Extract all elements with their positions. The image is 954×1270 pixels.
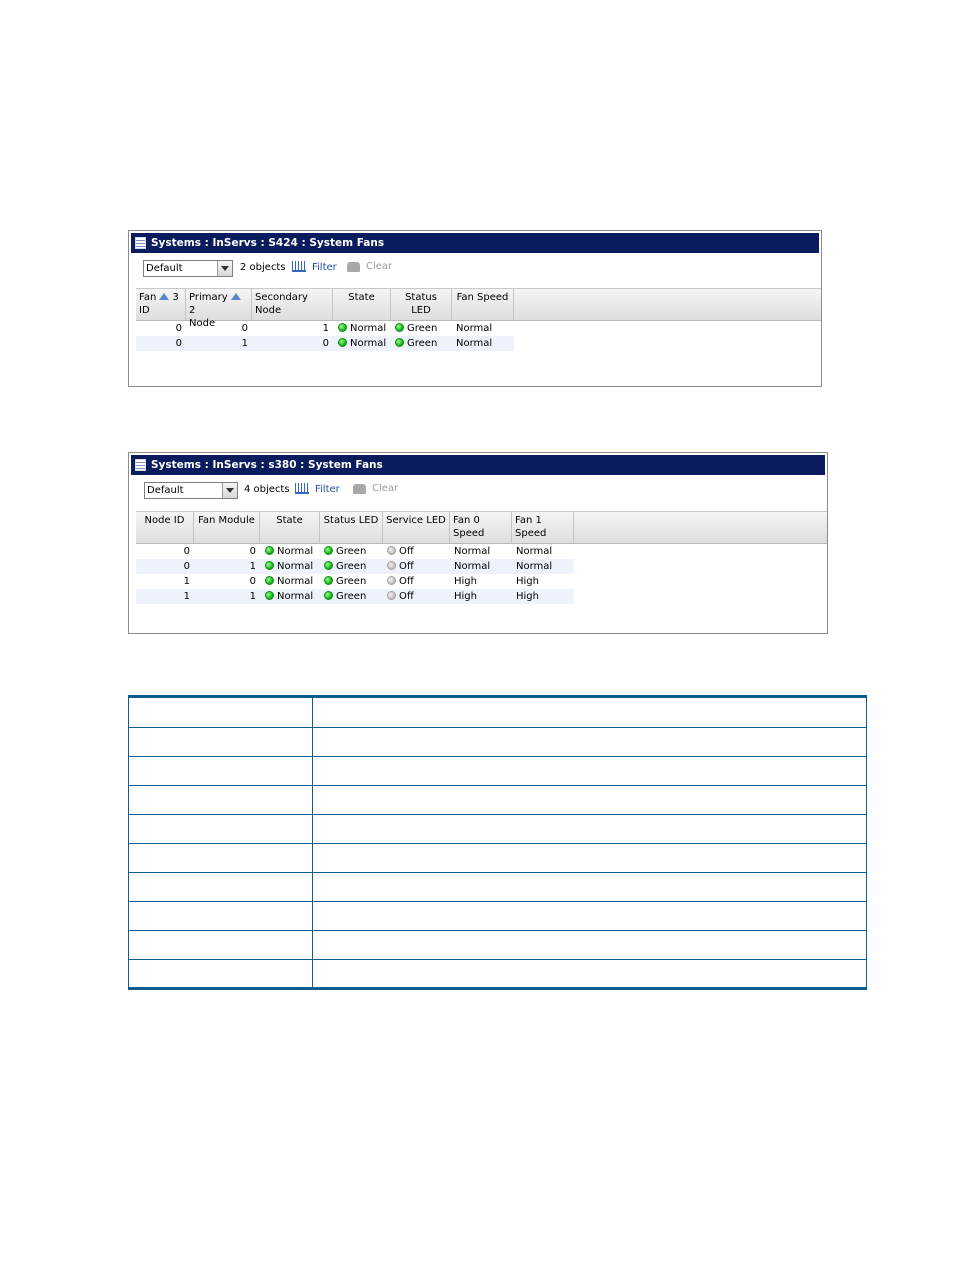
toolbar xyxy=(129,475,827,509)
cell-fan1-speed: Normal xyxy=(516,561,553,572)
cell-service-led: Off xyxy=(387,560,445,574)
chevron-down-icon[interactable] xyxy=(222,483,237,498)
filter-icon xyxy=(292,261,306,273)
cell-fan1-speed: Normal xyxy=(516,546,553,557)
table-row xyxy=(129,728,867,757)
table-row xyxy=(129,844,867,873)
clear-label: Clear xyxy=(372,483,399,494)
green-status-dot-icon xyxy=(395,323,404,332)
table-header-row xyxy=(129,697,867,728)
cell-fan-id: 0 xyxy=(175,323,182,334)
view-select-value: Default xyxy=(147,485,184,496)
cell-fan-module: 1 xyxy=(249,591,256,602)
window-list-icon xyxy=(135,459,146,471)
cell-primary-node: 1 xyxy=(241,338,248,349)
object-count: 2 objects xyxy=(240,262,286,273)
panel-title: Systems : InServs : s380 : System Fans xyxy=(151,459,383,471)
cell-secondary-node: 1 xyxy=(322,323,329,334)
cell-node-id: 1 xyxy=(183,591,190,602)
column-header-service-led[interactable]: Service LED xyxy=(383,512,450,543)
column-header-status-led[interactable]: Status LED xyxy=(320,512,383,543)
cell-status-led: Green xyxy=(324,545,382,559)
cell-service-led: Off xyxy=(387,590,445,604)
cell-fan-module: 0 xyxy=(249,576,256,587)
cell-status-led: Green xyxy=(324,575,382,589)
cell-state: Normal xyxy=(265,590,323,604)
green-status-dot-icon xyxy=(338,323,347,332)
column-header-secondary-node[interactable]: Secondary Node xyxy=(252,289,333,320)
cell-service-led: Off xyxy=(387,575,445,589)
cell-status-led: Green xyxy=(395,322,453,336)
grid-header xyxy=(136,512,827,544)
cell-fan-id: 0 xyxy=(175,338,182,349)
fans-grid xyxy=(136,511,827,634)
table-row xyxy=(129,931,867,960)
eraser-icon xyxy=(347,262,360,272)
filter-button[interactable] xyxy=(295,483,340,495)
fans-grid xyxy=(136,288,821,387)
cell-primary-node: 0 xyxy=(241,323,248,334)
green-status-dot-icon xyxy=(324,576,333,585)
sort-ascending-icon xyxy=(231,293,241,300)
cell-secondary-node: 0 xyxy=(322,338,329,349)
green-status-dot-icon xyxy=(338,338,347,347)
cell-service-led: Off xyxy=(387,545,445,559)
table-row[interactable] xyxy=(136,336,821,351)
gray-status-dot-icon xyxy=(387,561,396,570)
green-status-dot-icon xyxy=(324,546,333,555)
table-row[interactable] xyxy=(136,544,827,559)
green-status-dot-icon xyxy=(265,591,274,600)
panel-title: Systems : InServs : S424 : System Fans xyxy=(151,237,385,249)
cell-fan1-speed: High xyxy=(516,576,539,587)
view-select[interactable] xyxy=(143,260,233,277)
window-list-icon xyxy=(135,237,146,249)
gray-status-dot-icon xyxy=(387,591,396,600)
filter-label: Filter xyxy=(312,261,337,273)
toolbar xyxy=(129,253,821,287)
column-header-fan-id[interactable]: Fan 3 ID xyxy=(136,289,186,320)
table-row[interactable] xyxy=(136,574,827,589)
panel-title-bar xyxy=(131,233,819,253)
cell-state: Normal xyxy=(265,575,323,589)
cell-state: Normal xyxy=(338,337,394,351)
cell-fan0-speed: High xyxy=(454,591,477,602)
column-header-state[interactable]: State xyxy=(260,512,320,543)
table-row xyxy=(129,902,867,931)
cell-fan-speed: Normal xyxy=(456,323,493,334)
green-status-dot-icon xyxy=(265,546,274,555)
column-header-state[interactable]: State xyxy=(333,289,391,320)
cell-state: Normal xyxy=(338,322,394,336)
table-row[interactable] xyxy=(136,559,827,574)
cell-fan0-speed: Normal xyxy=(454,561,491,572)
gray-status-dot-icon xyxy=(387,546,396,555)
green-status-dot-icon xyxy=(265,561,274,570)
system-fans-panel-s380 xyxy=(128,452,828,634)
table-row xyxy=(129,815,867,844)
column-header-fan-module[interactable]: Fan Module xyxy=(194,512,260,543)
cell-node-id: 0 xyxy=(183,561,190,572)
cell-status-led: Green xyxy=(324,590,382,604)
object-count: 4 objects xyxy=(244,484,290,495)
cell-state: Normal xyxy=(265,560,323,574)
column-header-fan-speed[interactable]: Fan Speed xyxy=(452,289,514,320)
document-table xyxy=(128,695,867,990)
view-select[interactable] xyxy=(144,482,238,499)
cell-fan-speed: Normal xyxy=(456,338,493,349)
cell-status-led: Green xyxy=(395,337,453,351)
table-row xyxy=(129,873,867,902)
cell-status-led: Green xyxy=(324,560,382,574)
clear-button[interactable] xyxy=(353,483,398,494)
gray-status-dot-icon xyxy=(387,576,396,585)
column-header-status-led[interactable]: Status LED xyxy=(391,289,452,320)
cell-state: Normal xyxy=(265,545,323,559)
table-row xyxy=(129,960,867,989)
table-row[interactable] xyxy=(136,321,821,336)
column-header-node-id[interactable]: Node ID xyxy=(136,512,194,543)
green-status-dot-icon xyxy=(265,576,274,585)
green-status-dot-icon xyxy=(324,561,333,570)
green-status-dot-icon xyxy=(324,591,333,600)
panel-title-bar xyxy=(131,455,825,475)
table-row xyxy=(129,757,867,786)
sort-ascending-icon xyxy=(159,293,169,300)
system-fans-panel-s424 xyxy=(128,230,822,387)
cell-fan0-speed: Normal xyxy=(454,546,491,557)
column-header-fan0-speed[interactable]: Fan 0 Speed xyxy=(450,512,512,543)
column-header-fan1-speed[interactable]: Fan 1 Speed xyxy=(512,512,574,543)
table-row[interactable] xyxy=(136,589,827,604)
column-header-primary-node[interactable]: Primary2 Node xyxy=(186,289,252,320)
cell-fan1-speed: High xyxy=(516,591,539,602)
clear-label: Clear xyxy=(366,261,393,272)
cell-fan0-speed: High xyxy=(454,576,477,587)
eraser-icon xyxy=(353,484,366,494)
cell-fan-module: 0 xyxy=(249,546,256,557)
view-select-value: Default xyxy=(146,263,183,274)
table-row xyxy=(129,786,867,815)
filter-button[interactable] xyxy=(292,261,337,273)
chevron-down-icon[interactable] xyxy=(217,261,232,276)
clear-button[interactable] xyxy=(347,261,392,272)
cell-fan-module: 1 xyxy=(249,561,256,572)
cell-node-id: 1 xyxy=(183,576,190,587)
filter-label: Filter xyxy=(315,483,340,495)
green-status-dot-icon xyxy=(395,338,404,347)
filter-icon xyxy=(295,483,309,495)
cell-node-id: 0 xyxy=(183,546,190,557)
